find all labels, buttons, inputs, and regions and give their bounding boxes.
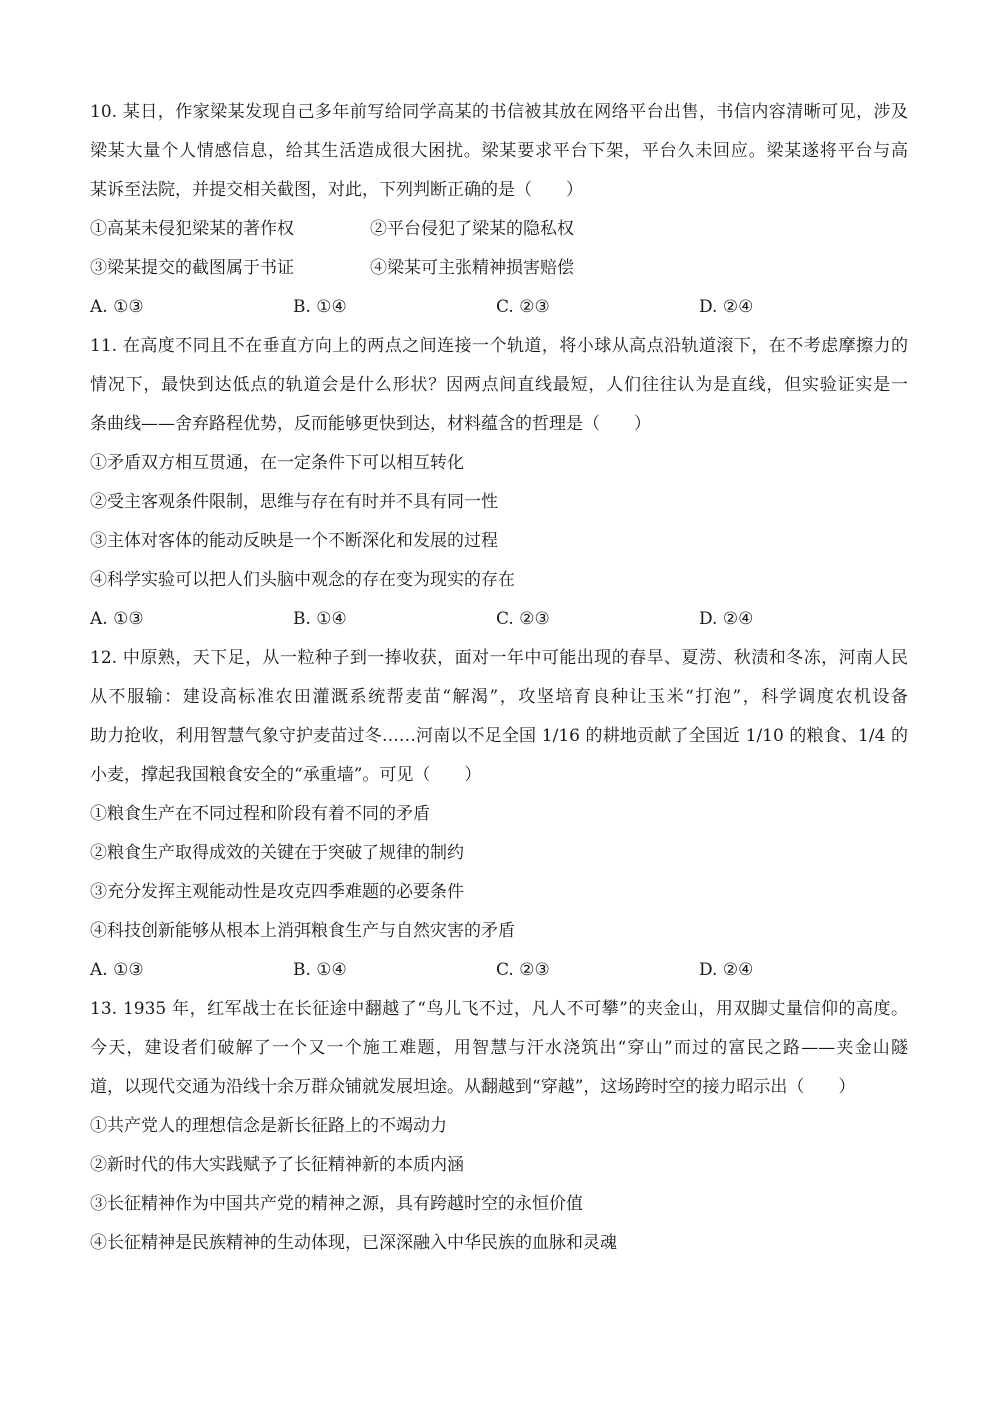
question-stem-line: 11. 在高度不同且不在垂直方向上的两点之间连接一个轨道，将小球从高点沿轨道滚下，在不考虑摩擦力的	[90, 336, 908, 356]
option-d: D. ②④	[699, 609, 754, 629]
option-c: C. ②③	[496, 297, 550, 317]
statement-3: ③梁某提交的截图属于书证	[90, 258, 294, 278]
statement-1: ①矛盾双方相互贯通，在一定条件下可以相互转化	[90, 453, 464, 473]
statement-3: ③主体对客体的能动反映是一个不断深化和发展的过程	[90, 531, 498, 551]
question-12	[90, 639, 908, 990]
question-stem-line: 从不服输：建设高标准农田灌溉系统帮麦苗“解渴”，攻坚培育良种让玉米“打泡”，科学调度农机设备	[90, 687, 908, 707]
option-a: A. ①③	[90, 960, 144, 980]
question-stem-line: 今天，建设者们破解了一个又一个施工难题，用智慧与汗水浇筑出“穿山”而过的富民之路——夹金山隧	[90, 1038, 908, 1058]
statement-4: ④科技创新能够从根本上消弭粮食生产与自然灾害的矛盾	[90, 921, 515, 941]
option-c: C. ②③	[496, 609, 550, 629]
question-stem-line: 条曲线——舍弃路程优势，反而能够更快到达，材料蕴含的哲理是（ ）	[90, 414, 651, 434]
statement-3: ③长征精神作为中国共产党的精神之源，具有跨越时空的永恒价值	[90, 1194, 583, 1214]
option-a: A. ①③	[90, 609, 144, 629]
question-10	[90, 93, 908, 327]
statement-3: ③充分发挥主观能动性是攻克四季难题的必要条件	[90, 882, 464, 902]
statement-2: ②新时代的伟大实践赋予了长征精神新的本质内涵	[90, 1155, 464, 1175]
statement-2: ②受主客观条件限制，思维与存在有时并不具有同一性	[90, 492, 498, 512]
question-11	[90, 327, 908, 639]
option-b: B. ①④	[293, 297, 347, 317]
statement-2: ②粮食生产取得成效的关键在于突破了规律的制约	[90, 843, 464, 863]
statement-4: ④科学实验可以把人们头脑中观念的存在变为现实的存在	[90, 570, 515, 590]
question-13	[90, 990, 908, 1263]
question-stem-line: 小麦，撑起我国粮食安全的“承重墙”。可见（ ）	[90, 765, 482, 785]
option-b: B. ①④	[293, 609, 347, 629]
question-stem-line: 情况下，最快到达低点的轨道会是什么形状？因两点间直线最短，人们往往认为是直线，但实验证实是一	[90, 375, 908, 395]
statement-row	[90, 210, 908, 249]
question-stem-line: 12. 中原熟，天下足，从一粒种子到一捧收获，面对一年中可能出现的春旱、夏涝、秋渍和冬冻，河南人民	[90, 648, 908, 668]
option-d: D. ②④	[699, 297, 754, 317]
statement-1: ①共产党人的理想信念是新长征路上的不竭动力	[90, 1116, 447, 1136]
statement-row	[90, 249, 908, 288]
question-stem-line: 某诉至法院，并提交相关截图，对此，下列判断正确的是（ ）	[90, 180, 583, 200]
question-stem-line: 道，以现代交通为沿线十余万群众铺就发展坦途。从翻越到“穿越”，这场跨时空的接力昭示出（ ）	[90, 1077, 856, 1097]
question-stem-line: 13. 1935 年，红军战士在长征途中翻越了“鸟儿飞不过，凡人不可攀”的夹金山，用双脚丈量信仰的高度。	[90, 999, 908, 1019]
option-a: A. ①③	[90, 297, 144, 317]
option-d: D. ②④	[699, 960, 754, 980]
statement-4: ④梁某可主张精神损害赔偿	[370, 258, 574, 278]
statement-2: ②平台侵犯了梁某的隐私权	[370, 219, 574, 239]
statement-4: ④长征精神是民族精神的生动体现，已深深融入中华民族的血脉和灵魂	[90, 1233, 617, 1253]
answer-options	[90, 288, 908, 327]
question-stem-line: 梁某大量个人情感信息，给其生活造成很大困扰。梁某要求平台下架，平台久未回应。梁某遂将平台与高	[90, 141, 908, 161]
answer-options	[90, 951, 908, 990]
option-b: B. ①④	[293, 960, 347, 980]
statement-1: ①高某未侵犯梁某的著作权	[90, 219, 294, 239]
answer-options	[90, 600, 908, 639]
option-c: C. ②③	[496, 960, 550, 980]
question-stem-line: 助力抢收，利用智慧气象守护麦苗过冬……河南以不足全国 1/16 的耕地贡献了全国近 1/10 的粮食、1/4 的	[90, 726, 908, 746]
question-stem-line: 10. 某日，作家梁某发现自己多年前写给同学高某的书信被其放在网络平台出售，书信内容清晰可见，涉及	[90, 102, 908, 122]
statement-1: ①粮食生产在不同过程和阶段有着不同的矛盾	[90, 804, 430, 824]
